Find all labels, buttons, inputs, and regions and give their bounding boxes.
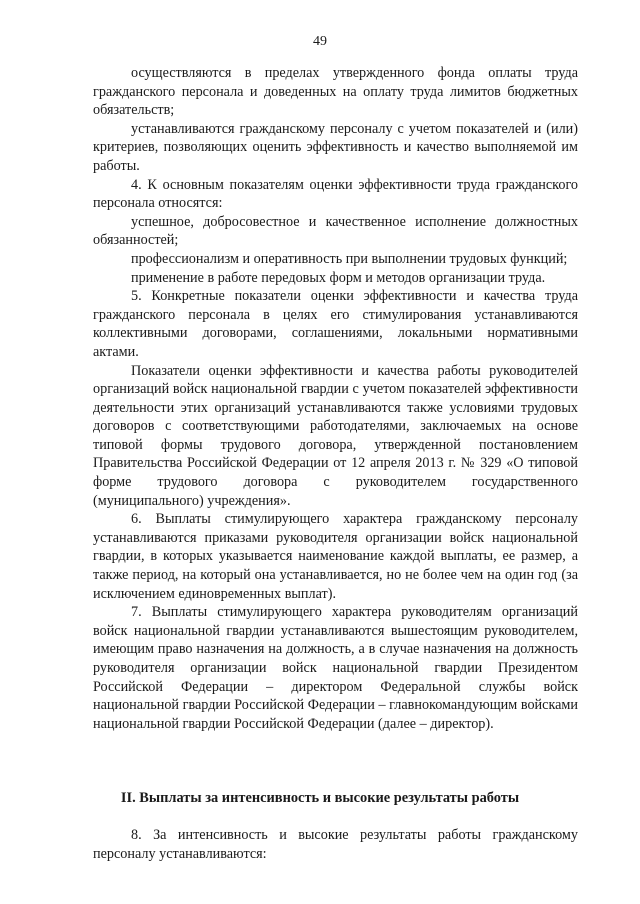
paragraph: 7. Выплаты стимулирующего характера руководителям организаций войск национальной гвардии устанавливаются вышестоящим руководителем, имеющим право назначения на должность, а в случае назначения на должность руководителя организации войск национальной гвардии Президентом Российской Федерации – директором Федеральной службы войск национальной гвардии Российской Федерации – главнокомандующим войсками национальной гвардии Российской Федерации (далее – директор). [93,604,578,732]
section-heading: II. Выплаты за интенсивность и высокие результаты работы [120,790,520,806]
paragraph: Показатели оценки эффективности и качества работы руководителей организаций войск национальной гвардии с учетом показателей эффективности деятельности этих организаций устанавливаются также условиями трудовых договоров с соответствующими работодателями, заключаемых на основе типовой формы трудового договора, утвержденной постановлением Правительства Российской Федерации от 12 апреля 2013 г. № 329 «О типовой форме трудового договора с руководителем государственного (муниципального) учреждения». [93,362,578,509]
paragraph: применение в работе передовых форм и методов организации труда. [131,269,546,286]
paragraph: осуществляются в пределах утвержденного фонда оплаты труда гражданского персонала и доведенных на оплату труда лимитов бюджетных обязательств; [93,65,578,119]
body-text-continued [93,826,578,863]
paragraph: 8. За интенсивность и высокие результаты работы гражданскому персоналу устанавливаются: [93,827,578,862]
body-text [93,64,578,733]
paragraph: 5. Конкретные показатели оценки эффективности и качества труда гражданского персонала в целях его стимулирования устанавливаются коллективными договорами, соглашениями, локальными нормативными актами. [93,288,578,360]
paragraph: устанавливаются гражданскому персоналу с учетом показателей и (или) критериев, позволяющих оценить эффективность и качество выполняемой им работы. [93,120,578,174]
paragraph: 4. К основным показателям оценки эффективности труда гражданского персонала относятся: [93,176,578,212]
page-number: 49 [313,34,327,49]
paragraph: 6. Выплаты стимулирующего характера гражданскому персоналу устанавливаются приказами руководителя организации войск национальной гвардии, в которых указывается наименование каждой выплаты, ее размер, а также период, на который она устанавливается, но не более чем на один год (за исключением единовременных выплат). [93,511,578,602]
paragraph: успешное, добросовестное и качественное исполнение должностных обязанностей; [93,213,578,249]
paragraph: профессионализм и оперативность при выполнении трудовых функций; [131,250,568,267]
